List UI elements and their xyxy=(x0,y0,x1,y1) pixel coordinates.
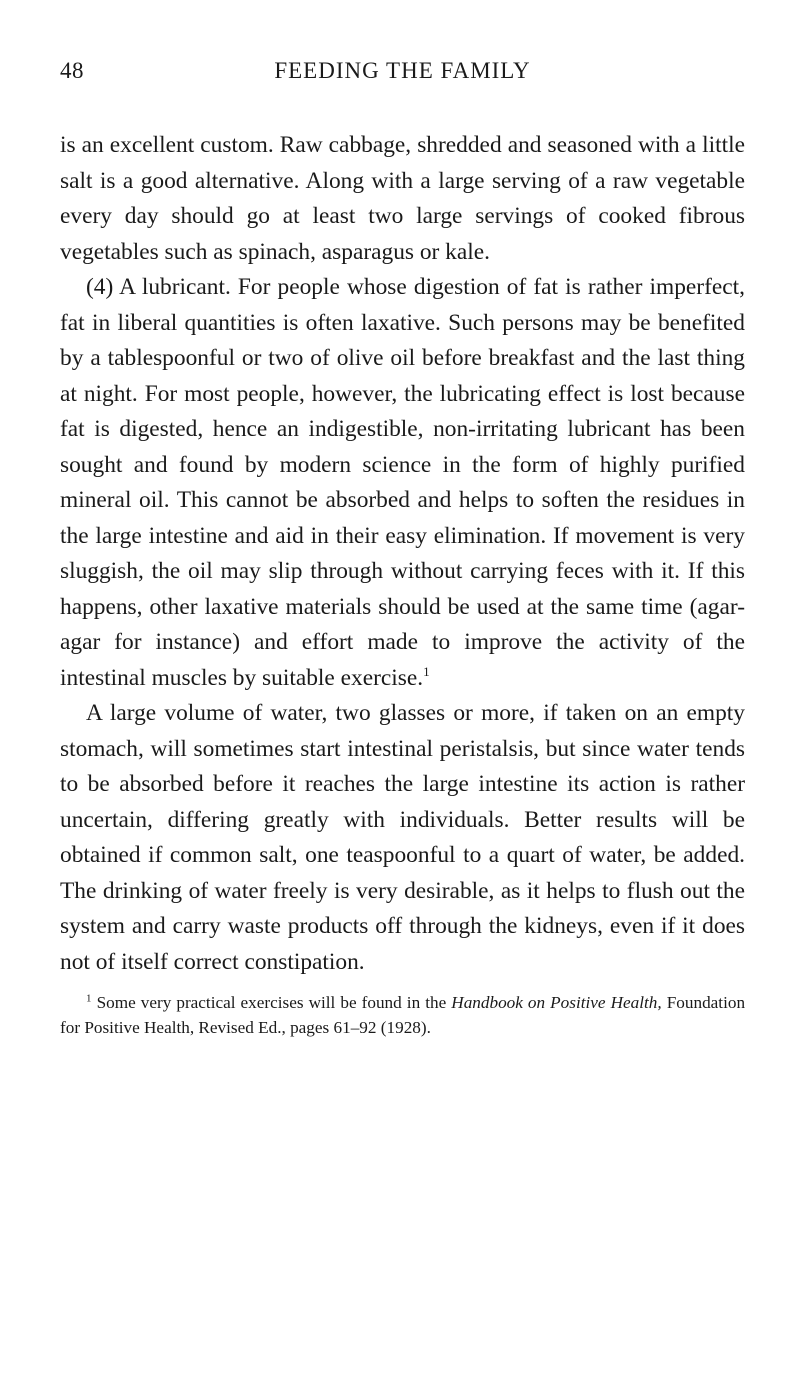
footnote-text-after: Foundation for Positive Health, Revised Ed., pages 61–92 (1928). xyxy=(60,993,746,1037)
book-page xyxy=(60,58,745,1040)
paragraph-text: is an excellent custom. Raw cabbage, shredded and seasoned with a little salt is a good alternative. Along with a large serving of a raw vegetable every day should go at least two large servings of cooked fibrous vegetables such as spinach, asparagus or kale. xyxy=(60,132,745,265)
running-head xyxy=(60,58,745,98)
footnote-text: Some very practical exercises will be found in the xyxy=(96,993,447,1012)
paragraph-lubricant xyxy=(60,270,745,696)
paragraph-text: (4) A lubricant. For people whose digestion of fat is rather imperfect, fat in liberal quantities is often laxative. Such persons may be benefited by a tablespoonful or two of olive oil before breakfast and the last thing at night. For most people, however, the lubricating effect is lost because fat is digested, hence an indigestible, non-irritating lubricant has been sought and found by modern science in the form of highly purified mineral oil. This cannot be absorbed and helps to soften the residues in the large intestine and aid in their easy elimination. If movement is very sluggish, the oil may slip through without carrying feces with it. If this happens, other laxative materials should be used at the same time (agar-agar for instance) and effort made to improve the activity of the intestinal muscles by suitable exercise. xyxy=(60,274,745,691)
page-number: 48 xyxy=(60,58,84,83)
body-text xyxy=(60,128,745,980)
footnote-marker: 1 xyxy=(86,992,92,1005)
running-title: FEEDING THE FAMILY xyxy=(274,58,531,83)
footnote xyxy=(60,990,745,1040)
paragraph-water xyxy=(60,696,745,980)
footnote-reference[interactable]: 1 xyxy=(423,663,430,679)
footnote-book-title: Handbook on Positive Health, xyxy=(451,993,662,1012)
paragraph-text: A large volume of water, two glasses or more, if taken on an empty stomach, will sometimes start intestinal peristalsis, but since water tends to be absorbed before it reaches the large intestine its action is rather uncertain, differing greatly with individuals. Better results will be obtained if common salt, one teaspoonful to a quart of water, be added. The drinking of water freely is very desirable, as it helps to flush out the system and carry waste products off through the kidneys, even if it does not of itself correct constipation. xyxy=(60,700,745,975)
paragraph-continuation xyxy=(60,128,745,270)
